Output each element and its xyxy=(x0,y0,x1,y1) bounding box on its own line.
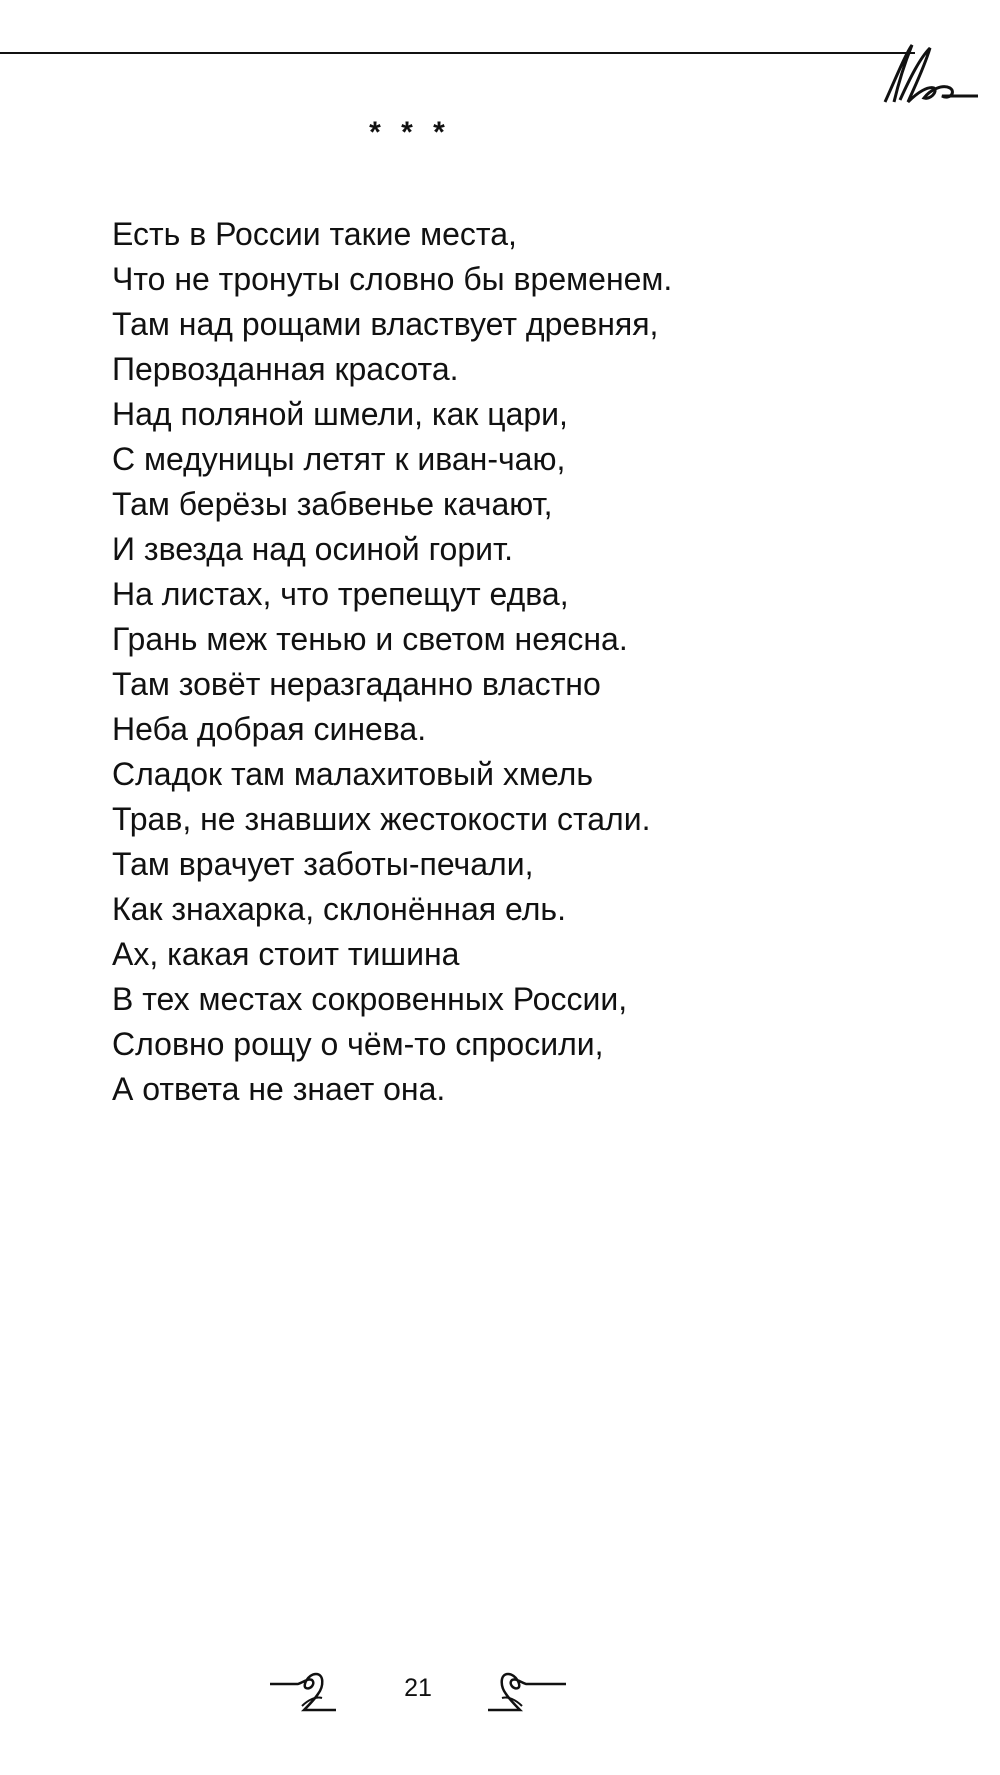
poem-line: Как знахарка, склонённая ель. xyxy=(112,891,566,927)
poem-line: Неба добрая синева. xyxy=(112,711,427,747)
calligraphic-flourish-icon xyxy=(880,40,980,110)
poem-line: Там над рощами властвует древняя, xyxy=(112,306,659,342)
swirl-ornament-right-icon xyxy=(486,1660,568,1720)
poem-line: Первозданная красота. xyxy=(112,351,459,387)
header-rule xyxy=(0,52,915,54)
page-number: 21 xyxy=(404,1674,432,1702)
poem-line: Сладок там малахитовый хмель xyxy=(112,756,593,792)
poem-line: Грань меж тенью и светом неясна. xyxy=(112,621,628,657)
poem-line: Над поляной шмели, как цари, xyxy=(112,396,568,432)
poem-line: Ах, какая стоит тишина xyxy=(112,936,460,972)
page-footer xyxy=(268,1660,568,1720)
poem-line: В тех местах сокровенных России, xyxy=(112,981,628,1017)
poem-line: Трав, не знавших жестокости стали. xyxy=(112,801,651,837)
poem-line: Словно рощу о чём-то спросили, xyxy=(112,1026,604,1062)
poem-line: А ответа не знает она. xyxy=(112,1071,446,1107)
poem-line: И звезда над осиной горит. xyxy=(112,531,513,567)
poem-text xyxy=(112,212,932,1112)
poem-line: Есть в России такие места, xyxy=(112,216,517,252)
poem-line: Там берёзы забвенье качают, xyxy=(112,486,553,522)
poem-line: Что не тронуты словно бы временем. xyxy=(112,261,673,297)
poem-line: На листах, что трепещут едва, xyxy=(112,576,569,612)
poem-line: С медуницы летят к иван-чаю, xyxy=(112,441,566,477)
poem-line: Там зовёт неразгаданно властно xyxy=(112,666,601,702)
poem-line: Там врачует заботы-печали, xyxy=(112,846,534,882)
section-separator: * * * xyxy=(369,116,451,149)
